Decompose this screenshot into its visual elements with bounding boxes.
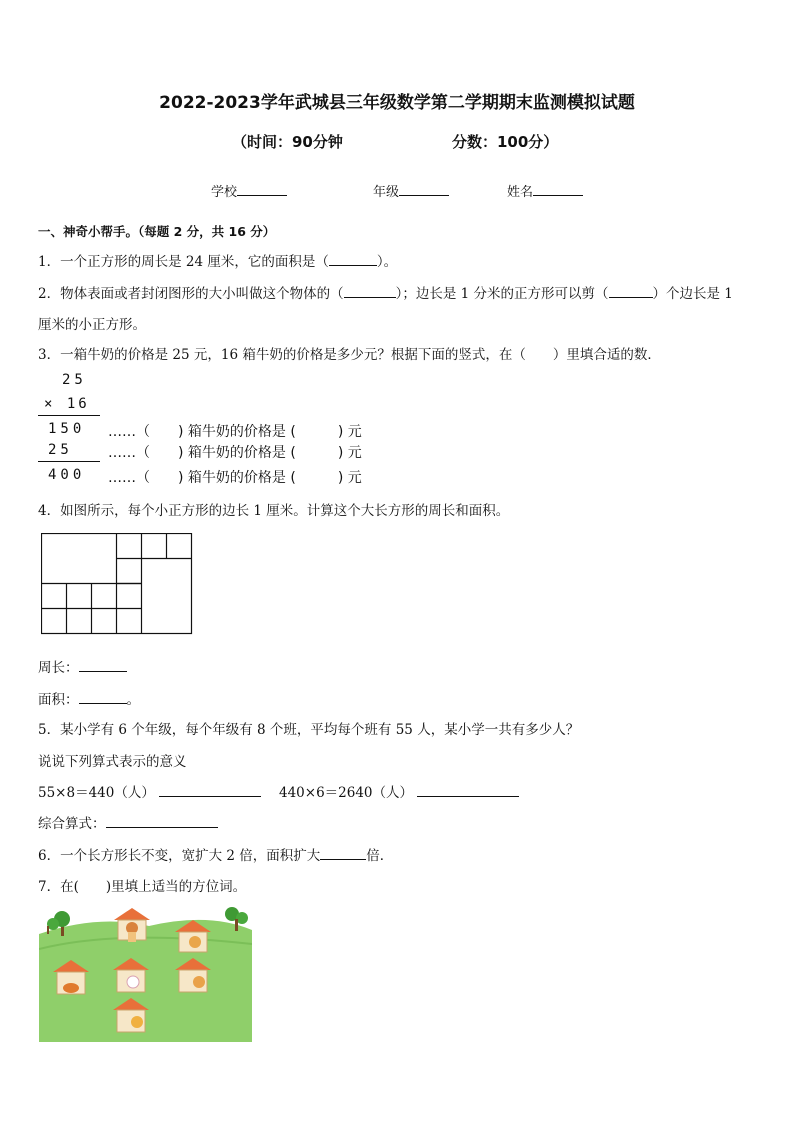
answer-blank[interactable] [329,252,377,266]
combined-formula: 综合算式： [38,812,218,832]
calc-row1: 150 [48,421,86,437]
calc-row2: 25 [48,442,73,458]
question-1: 1．一个正方形的周长是 24 厘米，它的面积是（ ）。 [38,254,398,270]
equation-1: 55×8＝440（人） [38,781,261,801]
answer-blank[interactable] [79,690,127,704]
question-4: 4．如图所示，每个小正方形的边长 1 厘米。计算这个大长方形的周长和面积。 [38,503,510,519]
calc-line-1: ……（ ) 箱牛奶的价格是 ( ) 元 [108,424,362,440]
name-label: 姓名 [507,185,534,200]
answer-blank[interactable] [106,814,218,828]
section-heading: 一、神奇小帮手。（每题 2 分，共 16 分） [38,224,276,239]
question-2-cont: 厘米的小正方形。 [38,317,146,333]
question-7: 7．在( )里填上适当的方位词。 [38,879,247,895]
equation-2: 440×6＝2640（人） [279,781,519,801]
answer-blank[interactable] [344,284,396,298]
name-field[interactable] [507,181,583,200]
page-title: 2022-2023学年武城县三年级数学第二学期期末监测模拟试题 [159,93,635,113]
calc-line-2: ……（ ) 箱牛奶的价格是 ( ) 元 [108,445,362,461]
question-6: 6．一个长方形长不变，宽扩大 2 倍，面积扩大 倍． [38,848,394,864]
grid-figure [41,533,193,635]
calc-num1: 25 [62,372,87,388]
question-2: 2．物体表面或者封闭图形的大小叫做这个物体的（ ）；边长是 1 分米的正方形可以剪（ ）个边长是 1 [38,286,733,302]
school-label: 学校 [211,185,238,200]
answer-blank[interactable] [79,658,127,672]
grade-label: 年级 [373,185,400,200]
exam-time: （时间：90分钟 [232,133,343,151]
animal-houses-illustration [39,904,252,1042]
question-3: 3．一箱牛奶的价格是 25 元，16 箱牛奶的价格是多少元？根据下面的竖式，在（ ）里填合适的数． [38,347,661,363]
answer-blank[interactable] [417,783,519,797]
grade-field[interactable] [373,181,449,200]
calc-row3: 400 [48,467,86,483]
question-5-explain: 说说下列算式表示的意义 [38,754,187,770]
calc-line-3: ……（ ) 箱牛奶的价格是 ( ) 元 [108,470,362,486]
calc-rule-1 [38,415,100,416]
perimeter-line: 周长： [38,656,127,676]
answer-blank[interactable] [320,846,366,860]
area-line: 面积： 。 [38,692,140,708]
calc-rule-2 [38,461,100,462]
calc-num2: × 16 [44,396,90,412]
answer-blank[interactable] [609,284,653,298]
exam-score: 分数：100分） [452,133,559,151]
answer-blank[interactable] [159,783,261,797]
question-5: 5．某小学有 6 个年级，每个年级有 8 个班，平均每个班有 55 人，某小学一共有多少人？ [38,722,580,738]
school-field[interactable] [211,181,287,200]
